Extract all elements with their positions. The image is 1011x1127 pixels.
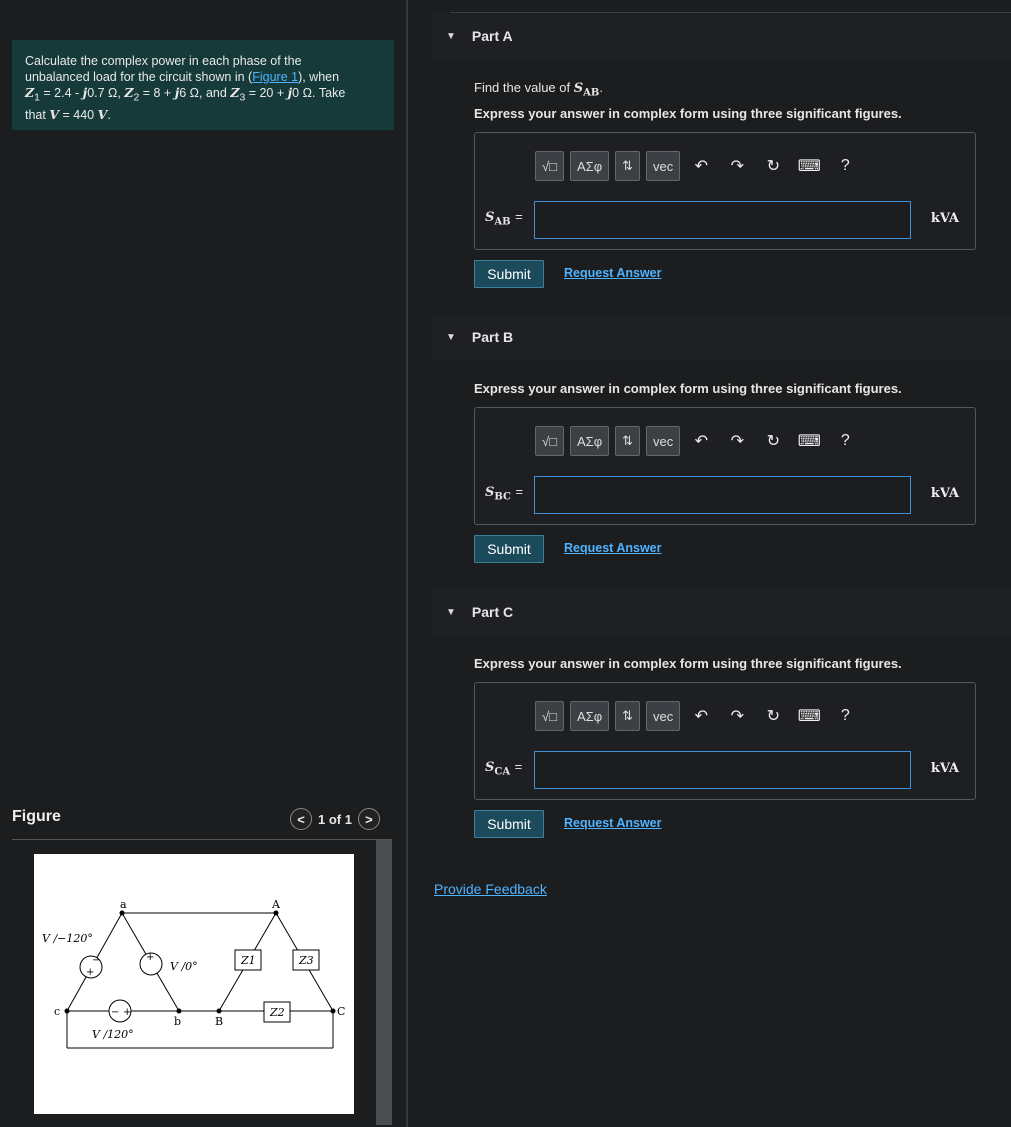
z1-symbol: Z <box>25 85 35 100</box>
sbc-label <box>485 484 523 503</box>
undo-icon[interactable]: ↶ <box>694 158 708 175</box>
va-plus: + <box>86 967 95 978</box>
z1-sub: 1 <box>34 92 40 104</box>
part-c-header[interactable] <box>446 604 513 620</box>
prompt-var: S <box>573 81 584 96</box>
part-b-instruction: Express your answer in complex form using three significant figures. <box>474 381 902 396</box>
vec-button[interactable]: vec <box>646 701 680 731</box>
j-symbol: j <box>174 85 180 100</box>
help-icon[interactable]: ? <box>840 157 850 174</box>
part-c-request-answer-link[interactable]: Request Answer <box>564 816 662 830</box>
part-b-band <box>432 315 1011 361</box>
reset-icon[interactable]: ↻ <box>766 158 780 175</box>
equals-sign: = <box>515 209 523 224</box>
next-figure-button[interactable]: > <box>358 808 380 830</box>
z2-value: = 8 + <box>139 86 175 100</box>
sca-input[interactable] <box>534 751 911 789</box>
panel-divider <box>406 0 408 1127</box>
collapse-triangle-icon[interactable]: ▼ <box>446 606 456 618</box>
vb-label: V /0° <box>170 960 198 973</box>
templates-button[interactable]: √□ <box>535 426 564 456</box>
j-symbol: j <box>82 85 88 100</box>
part-c-submit-button[interactable]: Submit <box>474 810 544 838</box>
z2-symbol: Z <box>124 85 134 100</box>
figure-scrollbar[interactable] <box>376 840 392 1125</box>
top-divider <box>450 12 1011 13</box>
part-c-title: Part C <box>471 604 514 620</box>
part-c-answer-box <box>474 682 976 800</box>
problem-line: ), when <box>298 70 340 84</box>
greek-button[interactable]: ΑΣφ <box>570 701 609 731</box>
templates-button[interactable]: √□ <box>535 151 564 181</box>
z3-sub: 3 <box>239 92 246 104</box>
vc-label: V /120° <box>92 1028 134 1041</box>
collapse-triangle-icon[interactable]: ▼ <box>446 331 456 343</box>
arrows-button[interactable]: ⇅ <box>615 701 640 731</box>
redo-icon[interactable]: ↷ <box>730 708 744 725</box>
node-a-label: a <box>120 898 127 911</box>
z2-imag: 6 Ω <box>179 86 200 100</box>
prev-figure-button[interactable]: < <box>290 808 312 830</box>
z1-value: = 2.4 - <box>39 86 83 100</box>
figure-pager <box>290 808 380 830</box>
node-b-label: b <box>174 1015 182 1028</box>
j-symbol: j <box>287 85 293 100</box>
templates-button[interactable]: √□ <box>535 701 564 731</box>
part-c-instruction: Express your answer in complex form using three significant figures. <box>474 656 902 671</box>
equals-sign: = <box>515 484 524 499</box>
keyboard-icon[interactable]: ⌨ <box>797 158 821 175</box>
greek-button[interactable]: ΑΣφ <box>570 426 609 456</box>
va-minus: − <box>92 955 101 966</box>
z3-symbol: Z <box>230 85 240 100</box>
unit-label: kVA <box>930 486 959 501</box>
part-a-submit-button[interactable]: Submit <box>474 260 544 288</box>
prompt-end: . <box>599 80 603 95</box>
part-b-title: Part B <box>471 329 514 345</box>
node-C-label: C <box>337 1005 346 1018</box>
greek-button[interactable]: ΑΣφ <box>570 151 609 181</box>
equals-sign: = <box>514 759 523 774</box>
part-a-band <box>432 14 1011 60</box>
node-B-label: B <box>215 1015 224 1028</box>
part-a-header[interactable] <box>446 28 513 44</box>
z1-label: Z1 <box>241 954 256 967</box>
left-panel <box>0 0 406 1127</box>
help-icon[interactable]: ? <box>840 432 850 449</box>
z2-label: Z2 <box>270 1006 285 1019</box>
undo-icon[interactable]: ↶ <box>694 433 708 450</box>
unit-label: kVA <box>930 211 959 226</box>
figure-link[interactable]: Figure 1 <box>252 70 299 84</box>
z2-sub: 2 <box>133 92 140 104</box>
figure-header <box>12 806 392 840</box>
z3-value: = 20 + <box>245 86 288 100</box>
sbc-input[interactable] <box>534 476 911 514</box>
problem-take: . Take <box>311 86 346 100</box>
vec-button[interactable]: vec <box>646 151 680 181</box>
arrows-button[interactable]: ⇅ <box>615 426 640 456</box>
figure-title: Figure <box>12 808 61 825</box>
part-a-prompt <box>474 80 603 99</box>
unit-label: kVA <box>930 761 959 776</box>
arrows-button[interactable]: ⇅ <box>615 151 640 181</box>
part-b-header[interactable] <box>446 329 513 345</box>
z1-imag: 0.7 Ω <box>87 86 118 100</box>
vc-minus: − <box>111 1007 120 1018</box>
circuit-diagram <box>34 854 354 1114</box>
undo-icon[interactable]: ↶ <box>694 708 708 725</box>
math-toolbar <box>535 145 897 187</box>
provide-feedback-link[interactable]: Provide Feedback <box>434 881 547 897</box>
reset-icon[interactable]: ↻ <box>766 708 780 725</box>
var-symbol: S <box>485 760 495 775</box>
var-sub: CA <box>494 766 511 778</box>
v-unit: V <box>97 106 108 122</box>
reset-icon[interactable]: ↻ <box>766 433 780 450</box>
sab-label <box>485 209 523 228</box>
vc-plus: + <box>123 1007 132 1018</box>
collapse-triangle-icon[interactable]: ▼ <box>446 30 456 42</box>
math-toolbar <box>535 420 897 462</box>
help-icon[interactable]: ? <box>840 707 850 724</box>
var-sub: AB <box>494 216 511 228</box>
problem-line: that <box>25 107 50 122</box>
part-a-request-answer-link[interactable]: Request Answer <box>564 266 662 280</box>
var-symbol: S <box>485 210 495 225</box>
z3-imag: 0 Ω <box>292 86 312 100</box>
part-b-answer-box <box>474 407 976 525</box>
circuit-figure <box>34 854 354 1114</box>
vec-button[interactable]: vec <box>646 426 680 456</box>
var-sub: BC <box>494 491 511 503</box>
problem-end: . <box>107 107 111 122</box>
problem-line: unbalanced load for the circuit shown in ( <box>25 70 253 84</box>
node-A-label: A <box>272 898 280 911</box>
part-b-submit-button[interactable]: Submit <box>474 535 544 563</box>
part-b-request-answer-link[interactable]: Request Answer <box>564 541 662 555</box>
sab-input[interactable] <box>534 201 911 239</box>
part-a-answer-box <box>474 132 976 250</box>
problem-line: Calculate the complex power in each phase of the <box>25 54 302 68</box>
figure-page-indicator: 1 of 1 <box>318 811 352 827</box>
problem-statement: Calculate the complex power in each phase of the unbalanced load for the circuit shown in (Figure 1), when $Z_1 = 2.4 - j0.7$ Ω, $Z_2 = 8 + j6$ Ω, and $Z_3 = 20 + j0$ Ω. Take that V = 440 V. <box>12 40 394 130</box>
var-symbol: S <box>485 485 495 500</box>
part-c-band <box>432 590 1011 636</box>
keyboard-icon[interactable]: ⌨ <box>797 433 821 450</box>
vb-plus: + <box>146 952 155 963</box>
prompt-text: Find the value of <box>474 80 574 95</box>
node-c-label: c <box>54 1005 61 1018</box>
keyboard-icon[interactable]: ⌨ <box>797 708 821 725</box>
v-value: = 440 <box>59 107 98 122</box>
z3-label: Z3 <box>299 954 314 967</box>
redo-icon[interactable]: ↷ <box>730 433 744 450</box>
math-toolbar <box>535 695 897 737</box>
prompt-sub: AB <box>583 87 600 99</box>
redo-icon[interactable]: ↷ <box>730 158 744 175</box>
part-a-instruction: Express your answer in complex form using three significant figures. <box>474 106 902 121</box>
va-label: V /−120° <box>42 932 93 945</box>
sca-label <box>485 759 522 778</box>
v-symbol: V <box>49 106 60 122</box>
part-a-title: Part A <box>471 28 513 44</box>
